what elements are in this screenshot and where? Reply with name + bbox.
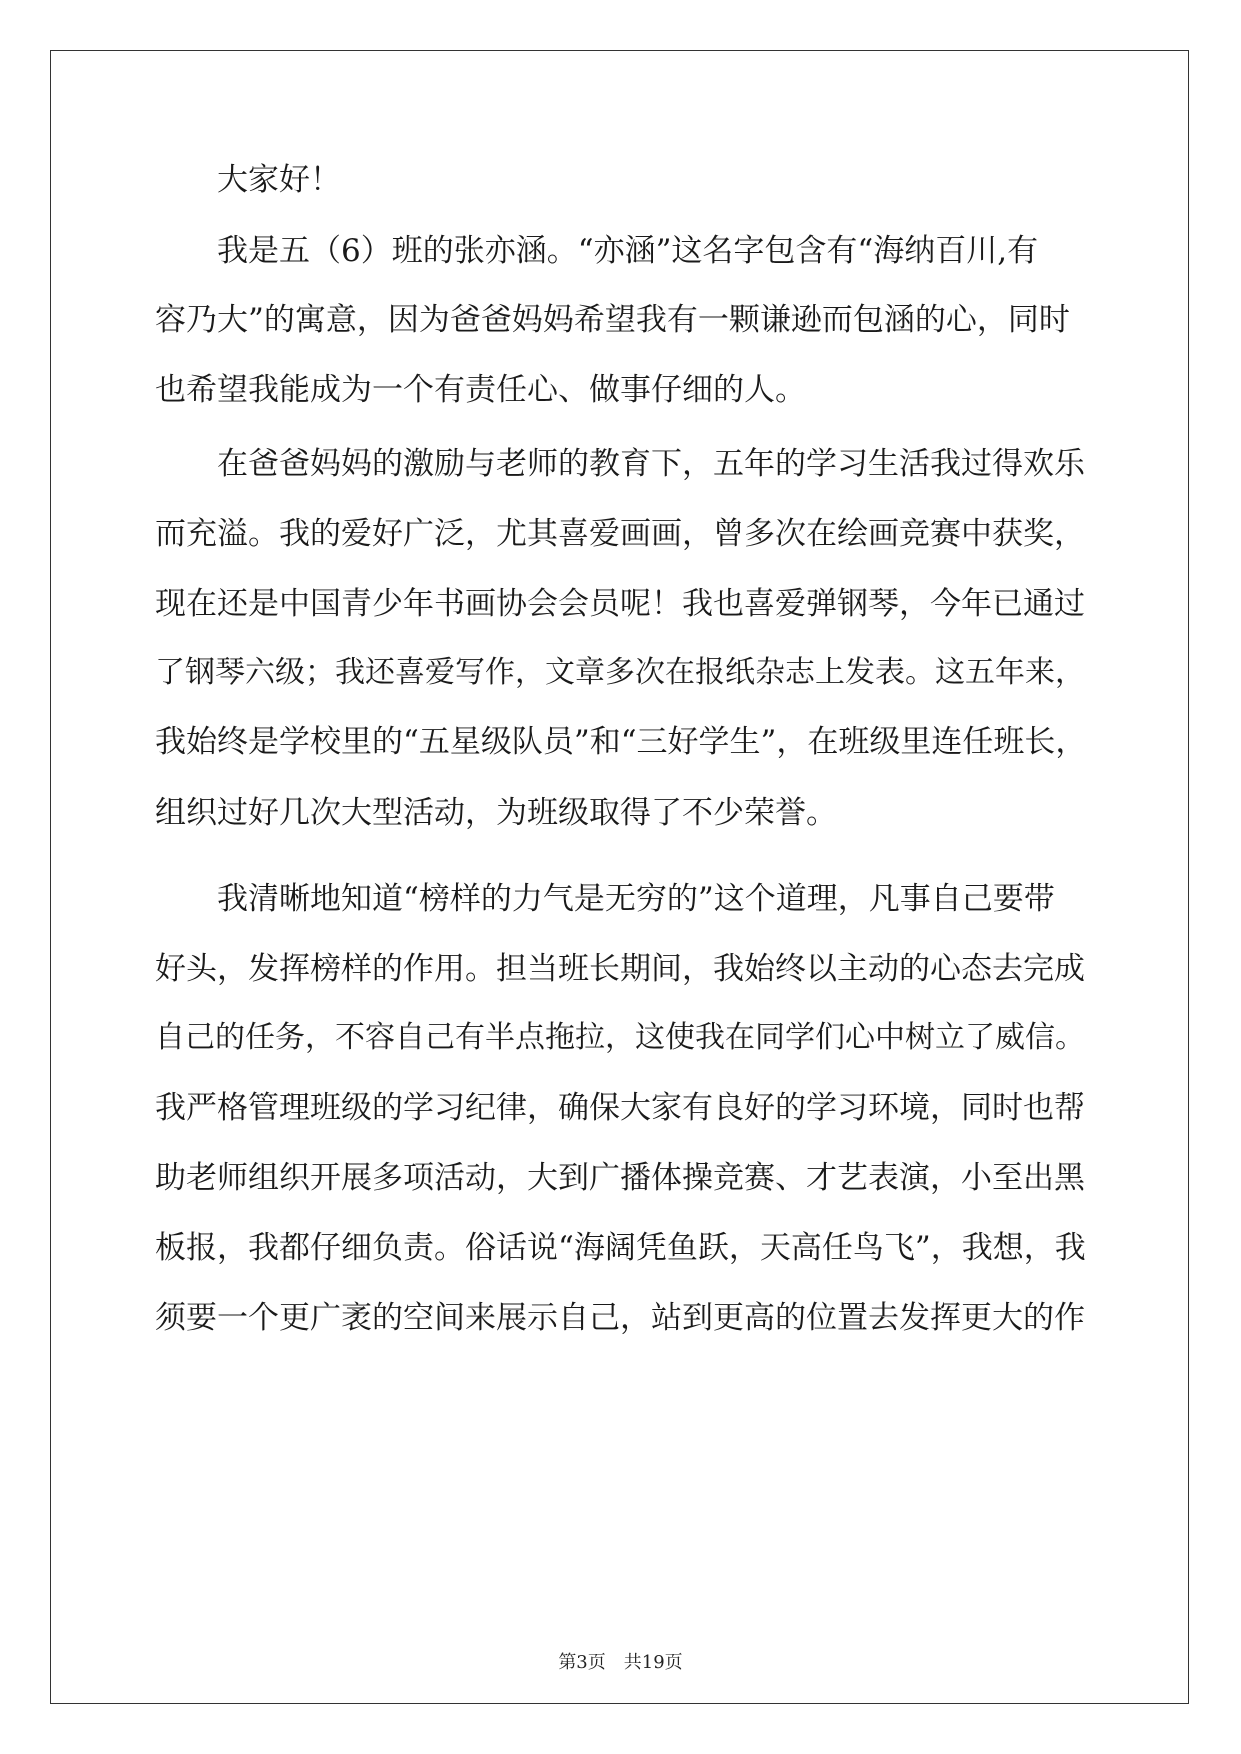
text-line: 我清晰地知道“榜样的力气是无穷的”这个道理，凡事自己要带 [155, 881, 1055, 917]
text-line: 我是五（6）班的张亦涵。“亦涵”这名字包含有“海纳百川,有 [155, 233, 1039, 269]
text-line: 自己的任务，不容自己有半点拖拉，这使我在同学们心中树立了威信。 [155, 1020, 1085, 1055]
text-line: 在爸爸妈妈的激励与老师的教育下，五年的学习生活我过得欢乐 [155, 446, 1085, 482]
text-line: 容乃大”的寓意，因为爸爸妈妈希望我有一颗谦逊而包涵的心，同时 [155, 302, 1070, 338]
text-line: 了钢琴六级；我还喜爱写作，文章多次在报纸杂志上发表。这五年来， [155, 655, 1085, 690]
text-line: 我严格管理班级的学习纪律，确保大家有良好的学习环境，同时也帮 [155, 1090, 1085, 1126]
page-border [50, 50, 1189, 1704]
text-line: 板报，我都仔细负责。俗话说“海阔凭鱼跃，天高任鸟飞”，我想，我 [155, 1230, 1086, 1266]
text-line: 也希望我能成为一个有责任心、做事仔细的人。 [155, 372, 806, 408]
text-line: 组织过好几次大型活动，为班级取得了不少荣誉。 [155, 795, 837, 831]
text-line: 好头，发挥榜样的作用。担当班长期间，我始终以主动的心态去完成 [155, 951, 1085, 987]
page-number: 第3页 共19页 [558, 1652, 683, 1673]
text-line: 助老师组织开展多项活动，大到广播体操竞赛、才艺表演，小至出黑 [155, 1160, 1085, 1196]
text-line: 我始终是学校里的“五星级队员”和“三好学生”，在班级里连任班长， [155, 724, 1087, 760]
text-line: 大家好！ [155, 162, 341, 198]
page-footer [0, 1648, 1241, 1674]
text-line: 须要一个更广袤的空间来展示自己，站到更高的位置去发挥更大的作 [155, 1300, 1085, 1336]
text-line: 现在还是中国青少年书画协会会员呢！我也喜爱弹钢琴，今年已通过 [155, 586, 1085, 622]
text-line: 而充溢。我的爱好广泛，尤其喜爱画画，曾多次在绘画竞赛中获奖， [155, 516, 1085, 552]
